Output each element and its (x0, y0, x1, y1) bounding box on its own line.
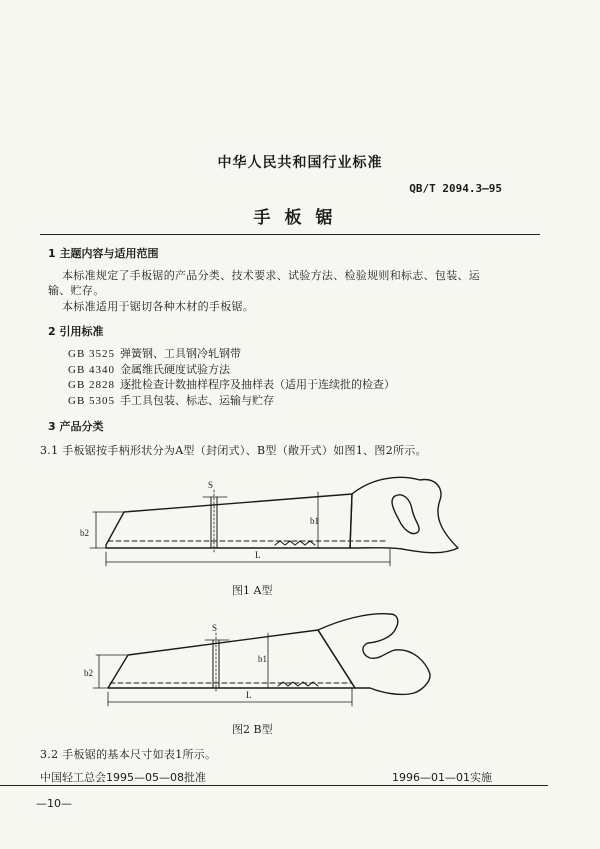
section-1-para-1-line-2: 输、贮存。 (48, 284, 105, 297)
reference-code: GB 2828 (68, 379, 116, 391)
section-1-para-1-line-1: 本标准规定了手板锯的产品分类、技术要求、试验方法、检验规则和标志、包装、运 (62, 269, 481, 282)
reference-title: 金属维氏硬度试验方法 (120, 363, 230, 376)
fig1-label-b1: b1 (310, 516, 319, 526)
fig2-label-b1: b1 (258, 654, 267, 664)
reference-code: GB 5305 (68, 395, 116, 407)
reference-title: 逐批检查计数抽样程序及抽样表（适用于连续批的检查） (120, 378, 395, 391)
reference-code: GB 3525 (68, 348, 116, 360)
section-1-heading: 1 主题内容与适用范围 (48, 247, 159, 260)
standard-code: QB/T 2094.3—95 (409, 182, 502, 195)
fig2-label-s: S (212, 623, 218, 633)
footer-rule (0, 785, 548, 786)
fig2-label-b2: b2 (84, 668, 93, 678)
effective-date: 1996—01—01实施 (392, 771, 492, 784)
reference-code: GB 4340 (68, 364, 116, 376)
saw-a-type-drawing (90, 477, 458, 566)
reference-title: 手工具包装、标志、运输与贮存 (120, 394, 274, 407)
page-number: —10— (36, 797, 72, 810)
fig1-label-s: S (208, 480, 214, 490)
document-title: 手板锯 (253, 208, 347, 228)
section-2-heading: 2 引用标准 (48, 325, 104, 338)
fig2-label-l: L (246, 690, 252, 700)
section-1-para-2: 本标准适用于锯切各种木材的手板锯。 (62, 300, 255, 313)
figure-1-caption: 图1 A型 (232, 584, 273, 597)
reference-title: 弹簧钢、工具钢冷轧钢带 (120, 347, 241, 360)
fig1-label-b2: b2 (80, 528, 89, 538)
section-3-heading: 3 产品分类 (48, 420, 104, 433)
approval-note: 中国轻工总会1995—05—08批准 (40, 771, 206, 784)
figure-2-caption: 图2 B型 (232, 723, 273, 736)
clause-3-2: 3.2 手板锯的基本尺寸如表1所示。 (40, 748, 217, 761)
clause-3-1: 3.1 手板锯按手柄形状分为A型（封闭式）、B型（敞开式）如图1、图2所示。 (40, 444, 427, 457)
fig1-label-l: L (255, 550, 261, 560)
issuing-body: 中华人民共和国行业标准 (217, 155, 383, 171)
